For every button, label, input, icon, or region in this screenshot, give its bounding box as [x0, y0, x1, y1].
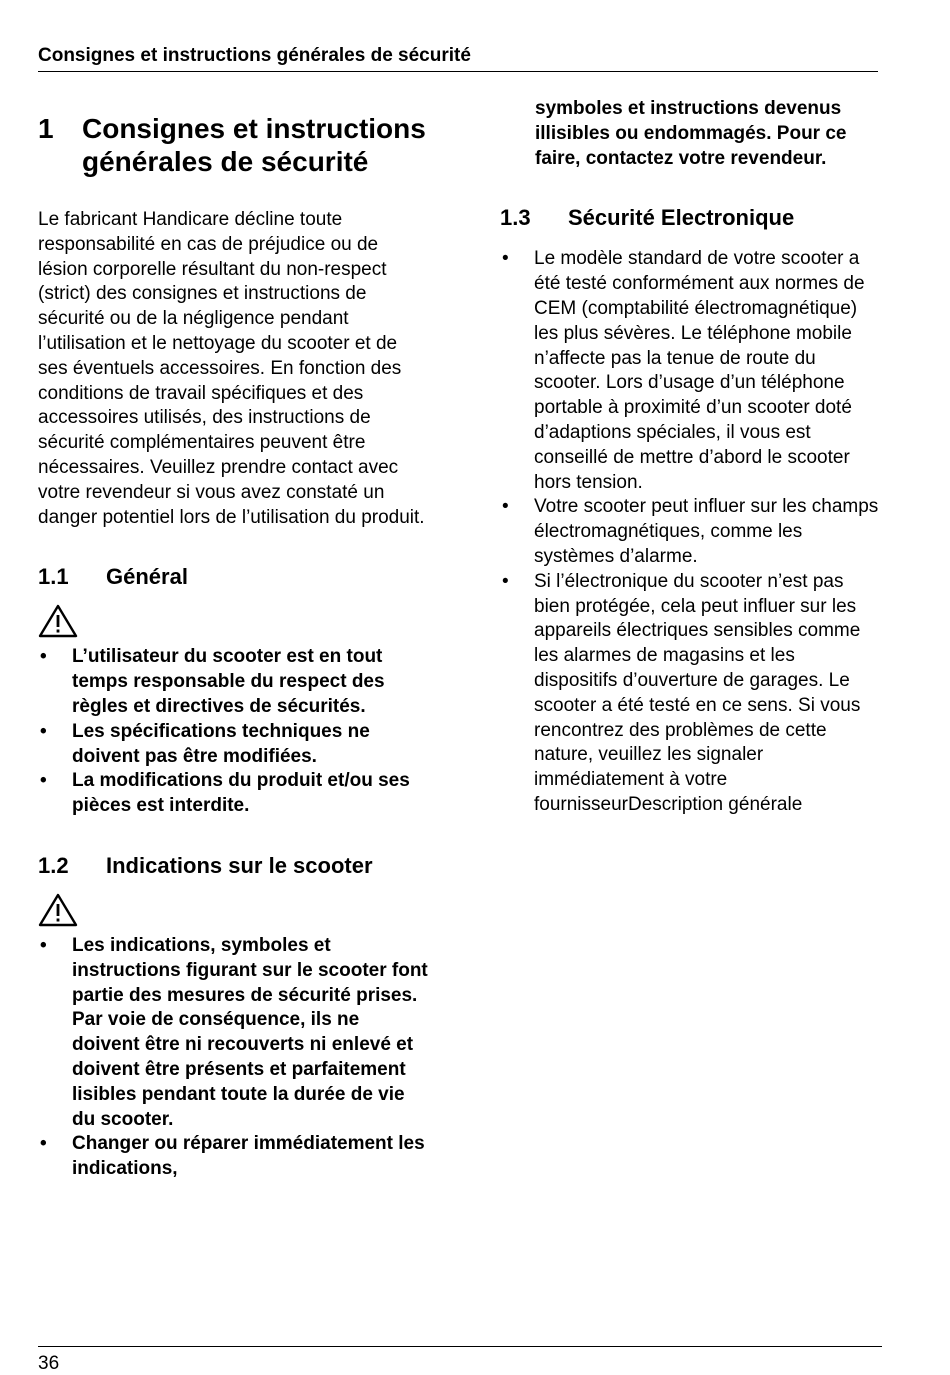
section-title: Sécurité Electronique — [568, 205, 795, 231]
scooter-indications-list — [38, 934, 428, 1182]
bullet: • — [40, 720, 47, 742]
list-item: • Si l’électronique du scooter n’est pas bien protégée, cela peut influer sur les appareils électriques sensibles comme les alarmes de magasins et les dispositifs d’ouverture de garages. Le scooter a été testé en ce sens. Si vous rencontrez des problèmes de cette nature, veuillez les signaler immédiatement à votre fournisseurDescription générale — [502, 570, 861, 815]
running-header: Consignes et instructions générales de sécurité — [38, 45, 471, 66]
list-item: • L’utilisateur du scooter est en tout temps responsable du respect des règles et directives de sécurités. — [40, 646, 385, 717]
section-title: Indications sur le scooter — [106, 852, 373, 878]
bullet: • — [40, 1133, 47, 1155]
section-heading-general — [38, 564, 428, 590]
list-item: • Votre scooter peut influer sur les champs électromagnétiques, comme les systèmes d’alarme. — [502, 496, 879, 567]
bullet: • — [40, 934, 47, 956]
header-rule — [38, 71, 878, 72]
general-safety-list — [38, 645, 428, 819]
section-title: Général — [106, 564, 188, 590]
list-item: • Les spécifications techniques ne doivent pas être modifiées. — [40, 720, 370, 767]
chapter-title: Consignes et instructions générales de sécurité — [82, 113, 426, 177]
list-item: • La modifications du produit et/ou ses pièces est interdite. — [40, 770, 410, 817]
section-heading-electronic-safety — [500, 205, 880, 231]
intro-paragraph: Le fabricant Handicare décline toute responsabilité en cas de préjudice ou de lésion corporelle résultant du non-respect (strict) des consignes et instructions de sécurité ou de la négligence pendant l’utilisation et le nettoyage du scooter et de ses éventuels accessoires. En fonction des conditions de travail spécifiques et des accessoires utilisés, des instructions de sécurité complémentaires peuvent être nécessaires. Veuillez prendre contact avec votre revendeur si vous avez constaté un danger potentiel lors de l’utilisation du produit. — [38, 209, 425, 528]
section-number: 1.3 — [500, 205, 531, 231]
bullet: • — [502, 570, 509, 592]
bullet: • — [40, 770, 47, 792]
electronic-safety-list — [500, 247, 880, 817]
section-heading-scooter-indications — [38, 853, 428, 879]
warning-triangle-icon — [38, 603, 78, 639]
bullet: • — [502, 248, 509, 270]
bullet: • — [502, 496, 509, 518]
section-number: 1.1 — [38, 564, 69, 590]
page-number: 36 — [38, 1353, 60, 1374]
left-column — [38, 112, 428, 1182]
chapter-heading — [38, 112, 428, 178]
footer-rule — [38, 1346, 882, 1347]
list-item: • Le modèle standard de votre scooter a été testé conformément aux normes de CEM (comptabilité électromagnétique) les plus sévères. Le téléphone mobile n’affecte pas la tenue de route du scooter. Lors d’usage d’un téléphone portable à proximité d’un scooter doté d’adaptions spéciales, il vous est conseillé de mettre d’abord le scooter hors tension. — [502, 248, 865, 493]
chapter-number: 1 — [38, 113, 54, 144]
right-column — [500, 97, 880, 818]
list-item: • Changer ou réparer immédiatement les indications, — [40, 1133, 425, 1180]
list-item: • Les indications, symboles et instructions figurant sur le scooter font partie des mesures de sécurité prises. Par voie de conséquence, ils ne doivent être ni recouverts ni enlevé et doivent être présents et parfaitement lisibles pendant toute la durée de vie du scooter. — [40, 934, 428, 1130]
list-item-continuation: symboles et instructions devenus illisibles ou endommagés. Pour ce faire, contactez votre revendeur. — [535, 98, 847, 169]
section-number: 1.2 — [38, 852, 69, 878]
bullet: • — [40, 646, 47, 668]
warning-triangle-icon — [38, 892, 78, 928]
